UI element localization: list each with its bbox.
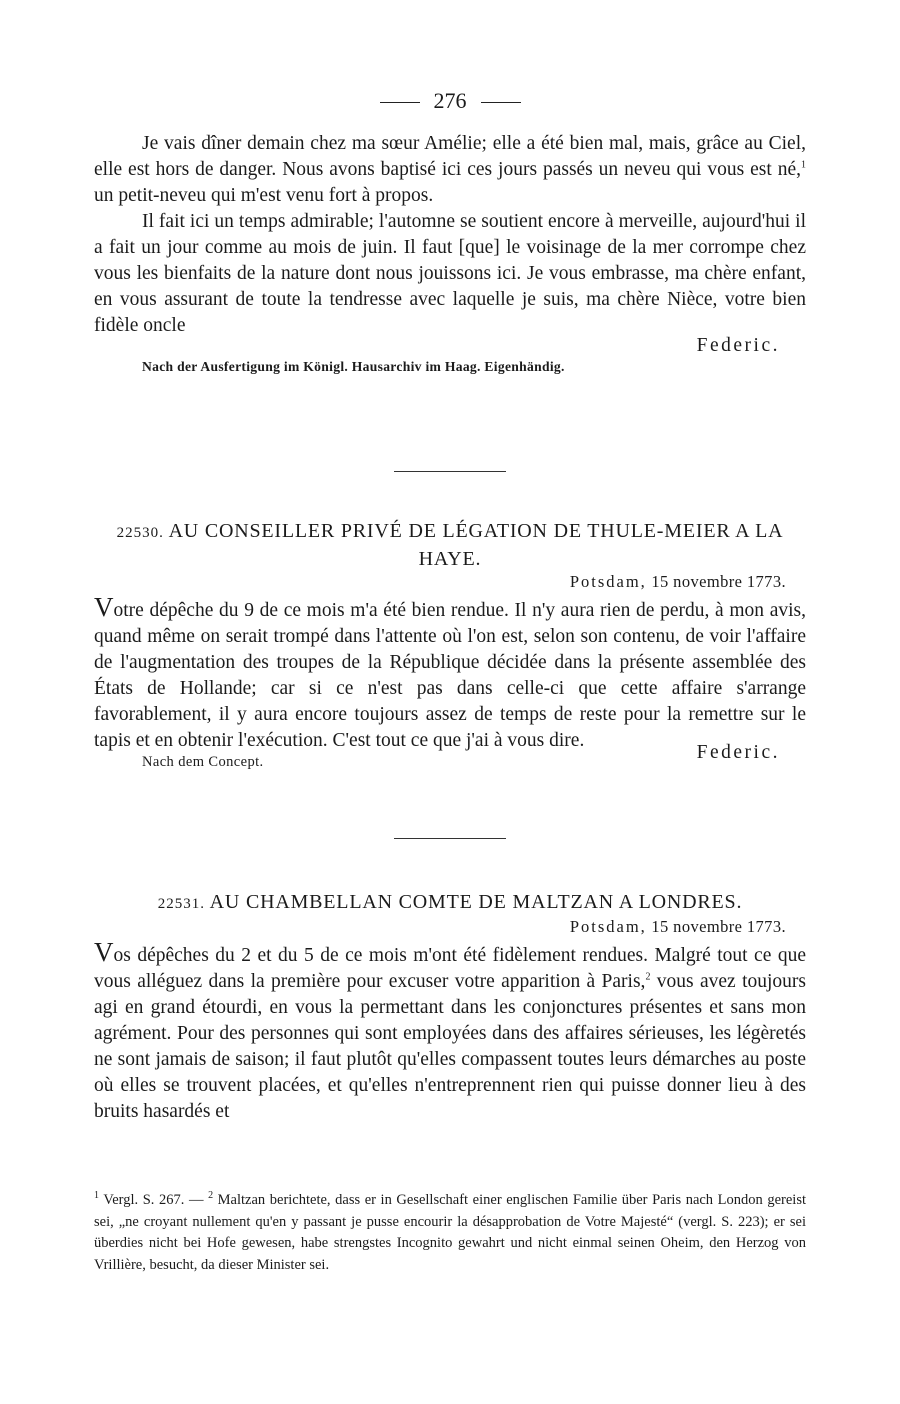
letter-22531-body: Vos dépêches du 2 et du 5 de ce mois m'ont été fidèlement rendues. Malgré tout ce que vous alléguez dans la première pour excuser votre apparition à Paris,$^2$ vous avez toujours agi en grand étourdi, en vous la permettant dans les conjonctures présentes et sans mon agrément. Pour des personnes qui sont employées dans des affaires sérieuses, les légèretés ne sont jamais de saison; il faut plutôt qu'elles compassent toutes leurs démarches au poste où elles se trouvent placées, et qu'elles n'entreprennent rien qui puisse donner lieu à des bruits hasardés et [94, 937, 806, 1122]
header-dash-right [481, 102, 521, 103]
letter-title: AU CHAMBELLAN COMTE DE MALTZAN A LONDRES. [209, 891, 743, 913]
letter-22530-signature: Federic. [696, 742, 780, 763]
letter-number: 22531. [157, 896, 205, 912]
letter1-signature: Federic. [696, 335, 780, 356]
page-number: 276 [433, 88, 467, 113]
letter-22530-source: Nach dem Concept. [142, 754, 264, 770]
letter-22530-heading [94, 518, 806, 572]
section-divider [394, 471, 506, 472]
footnote-ref-1: 1 [801, 159, 806, 171]
letter-22531-heading [94, 889, 806, 917]
letter-22530 [94, 518, 806, 771]
footnote-ref-2: 2 [645, 971, 651, 983]
letter1-paragraph-1: Je vais dîner demain chez ma sœur Amélie; elle a été bien mal, mais, grâce au Ciel, elle est hors de danger. Nous avons baptisé ici ces jours passés un neveu qui vous est né,$^1$ un petit-neveu qui m'est venu fort à propos. [94, 133, 806, 206]
letter-continuation [94, 131, 806, 375]
drop-cap: V [94, 592, 114, 622]
drop-cap: V [94, 937, 114, 967]
letter-22531 [94, 889, 806, 1125]
letter-22530-dateline: Potsdam, 15 novembre 1773. [569, 572, 786, 591]
page-header [0, 88, 900, 114]
letter-22531-dateline: Potsdam, 15 novembre 1773. [569, 917, 786, 936]
header-dash-left [380, 102, 420, 103]
letter1-source: Nach der Ausfertigung im Königl. Hausarchiv im Haag. Eigenhändig. [142, 359, 565, 374]
letter-22530-body: Votre dépêche du 9 de ce mois m'a été bien rendue. Il n'y aura rien de perdu, à mon avis, quand même on serait trompé dans l'attente où l'on est, selon son contenu, de voir l'affaire de l'augmentation des troupes de la République décidée dans la présente assemblée des États de Hollande; car si ce n'est pas dans celle-ci que cette affaire s'arrange favorablement, il y aura encore toujours assez de temps de reste pour la remettre sur le tapis et en obtenir l'exécution. C'est tout ce que j'ai à vous dire. [94, 592, 806, 751]
letter-title: AU CONSEILLER PRIVÉ DE LÉGATION DE THULE-MEIER A LA HAYE. [168, 520, 784, 570]
footnotes [94, 1190, 806, 1276]
footnote: $^1$ Vergl. S. 267. — $^2$ Maltzan berichtete, dass er in Gesellschaft einer englischen Familie über Paris nach London gereist sei, „ne croyant nullement qu'en y passant je pusse encourir la désapprobation de Votre Majesté“ (vergl. S. 223); er sei überdies nicht bei Hofe gewesen, habe strengstes Incognito gewahrt und nicht einmal seinen Oheim, den Herzog von Vrillière, besucht, da dieser Minister sei. [94, 1190, 807, 1273]
section-divider [394, 838, 506, 839]
letter-number: 22530. [116, 525, 164, 541]
letter1-paragraph-2: Il fait ici un temps admirable; l'automne se soutient encore à merveille, aujourd'hui il a fait un jour comme au mois de juin. Il faut [que] le voisinage de la mer corrompe chez vous les bienfaits de la nature dont nous jouissons ici. Je vous embrasse, ma chère enfant, en vous assurant de toute la tendresse avec laquelle je suis, ma chère Nièce, votre bien fidèle oncle [94, 211, 806, 336]
